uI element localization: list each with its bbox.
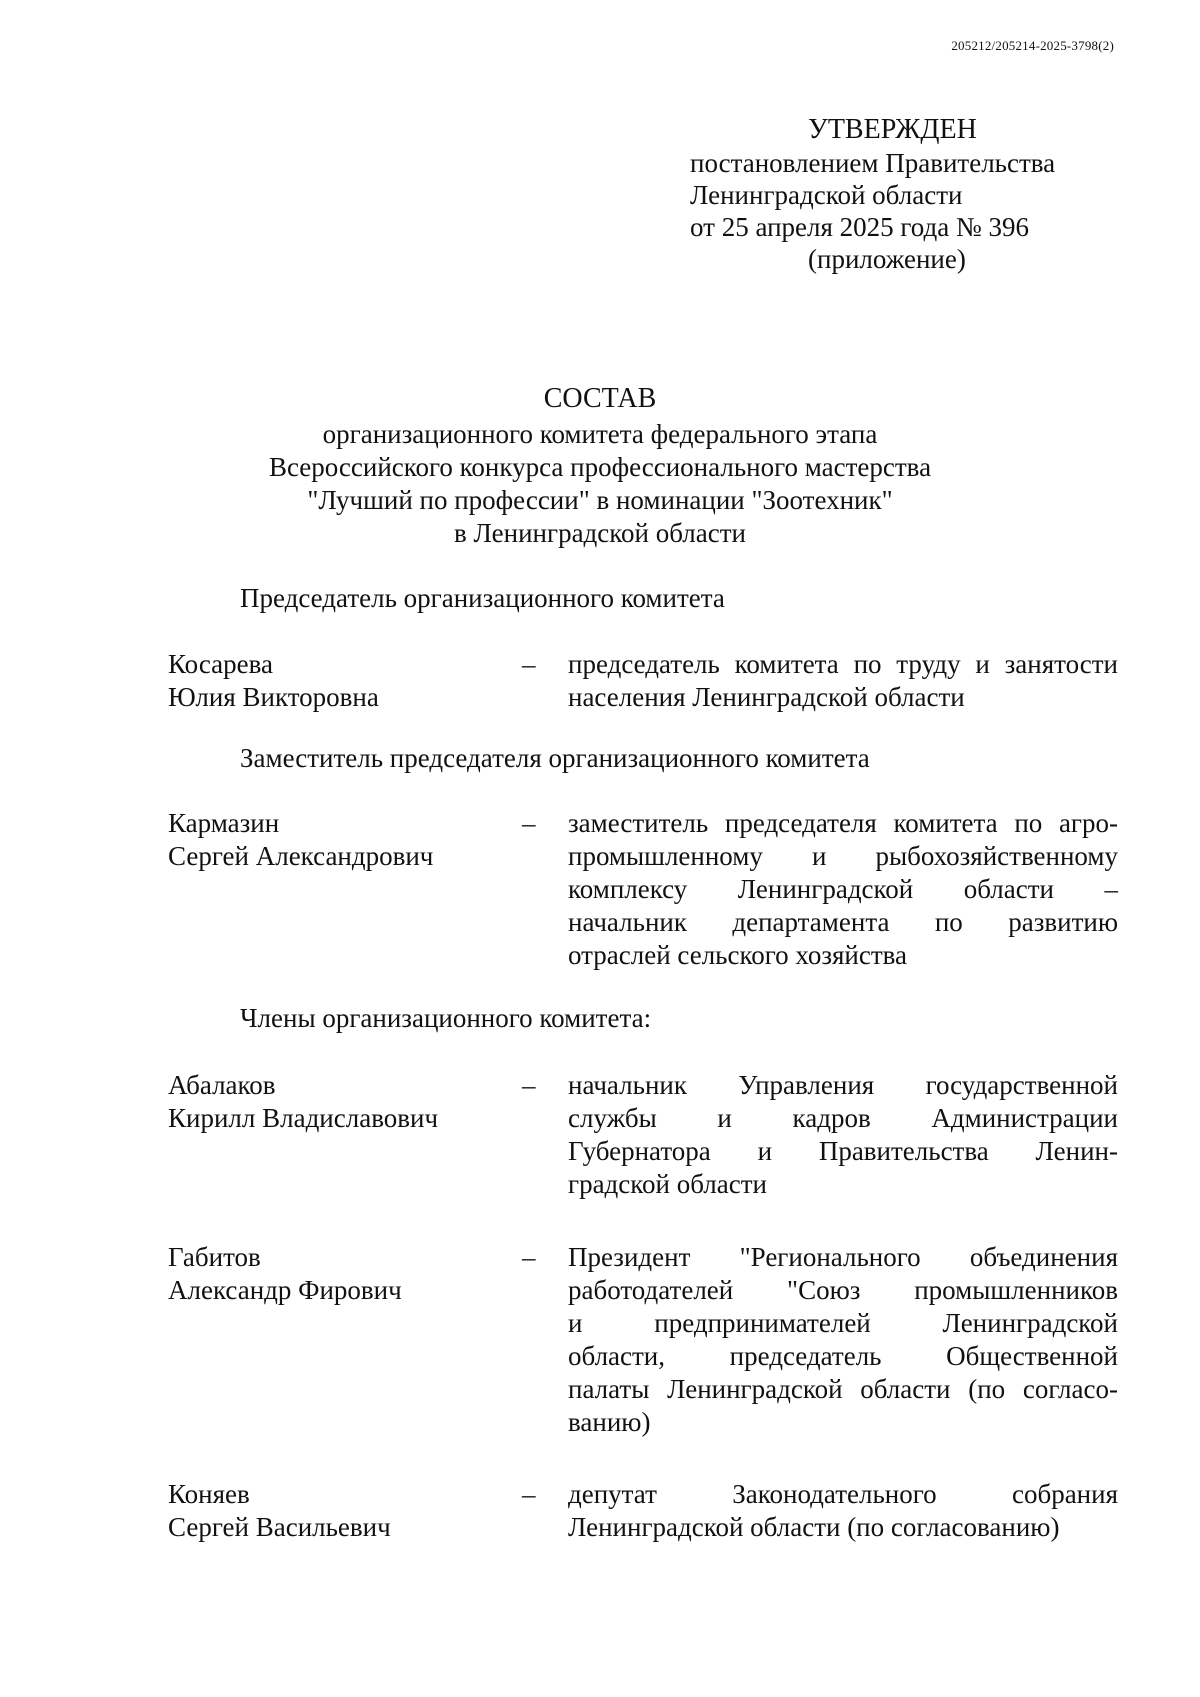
dash-separator: –: [522, 1070, 536, 1100]
member-surname: Коняев: [168, 1479, 250, 1509]
composition-title: СОСТАВ: [543, 383, 657, 414]
member-position: [568, 648, 1118, 714]
position-line: председатель комитета по труду и занятости: [568, 649, 1118, 679]
position-line: градской области: [568, 1169, 767, 1199]
document-number: 205212/205214-2025-3798(2): [951, 38, 1114, 53]
member-surname: Косарева: [168, 649, 273, 679]
position-line: отраслей сельского хозяйства: [568, 940, 908, 970]
position-line: промышленному и рыбохозяйственному: [568, 841, 1118, 871]
approval-appendix: (приложение): [808, 244, 966, 274]
member-name: [168, 648, 508, 714]
position-line: заместитель председателя комитета по агро-: [568, 808, 1118, 838]
member-name: [168, 1241, 508, 1307]
position-line: населения Ленинградской области: [568, 682, 965, 712]
member-position: [568, 1478, 1118, 1544]
member-given-name: Кирилл Владиславович: [168, 1103, 439, 1133]
composition-subtitle-3: "Лучший по профессии" в номинации "Зоотехник": [307, 485, 893, 515]
dash-separator: –: [522, 1479, 536, 1509]
composition-title-block: [0, 382, 1200, 550]
dash-separator: –: [522, 808, 536, 838]
composition-subtitle-4: в Ленинградской области: [454, 518, 746, 548]
position-line: области, председатель Общественной: [568, 1341, 1118, 1371]
member-given-name: Сергей Васильевич: [168, 1512, 391, 1542]
dash-separator: –: [522, 649, 536, 679]
approval-title: УТВЕРЖДЕН: [808, 114, 977, 145]
approval-line-2: Ленинградской области: [690, 180, 963, 210]
section-chairman-heading: Председатель организационного комитета: [240, 583, 725, 613]
dash-separator: –: [522, 1242, 536, 1272]
position-line: комплексу Ленинградской области –: [568, 874, 1118, 904]
position-line: службы и кадров Администрации: [568, 1103, 1118, 1133]
member-position: [568, 807, 1118, 972]
member-position: [568, 1069, 1118, 1201]
position-line: начальник департамента по развитию: [568, 907, 1118, 937]
member-surname: Кармазин: [168, 808, 280, 838]
approval-stamp: [690, 114, 1110, 275]
position-line: депутат Законодательного собрания: [568, 1479, 1118, 1509]
member-surname: Габитов: [168, 1242, 261, 1272]
position-line: Ленинградской области (по согласованию): [568, 1512, 1060, 1542]
composition-subtitle-2: Всероссийского конкурса профессионального мастерства: [268, 452, 932, 482]
position-line: палаты Ленинградской области (по согласо-: [568, 1374, 1118, 1404]
member-surname: Абалаков: [168, 1070, 276, 1100]
member-given-name: Александр Фирович: [168, 1275, 402, 1305]
approval-line-3: от 25 апреля 2025 года № 396: [690, 212, 1030, 242]
position-line: начальник Управления государственной: [568, 1070, 1118, 1100]
position-line: работодателей "Союз промышленников: [568, 1275, 1118, 1305]
member-name: [168, 1069, 508, 1135]
member-position: [568, 1241, 1118, 1439]
composition-subtitle-1: организационного комитета федерального этапа: [322, 419, 878, 449]
section-deputy-heading: Заместитель председателя организационного комитета: [240, 743, 870, 773]
position-line: ванию): [568, 1407, 651, 1437]
position-line: и предпринимателей Ленинградской: [568, 1308, 1118, 1338]
member-given-name: Сергей Александрович: [168, 841, 434, 871]
member-name: [168, 1478, 508, 1544]
position-line: Губернатора и Правительства Ленин-: [568, 1136, 1118, 1166]
approval-line-1: постановлением Правительства: [690, 148, 1056, 178]
position-line: Президент "Регионального объединения: [568, 1242, 1118, 1272]
member-given-name: Юлия Викторовна: [168, 682, 379, 712]
section-members-heading: Члены организационного комитета:: [240, 1003, 652, 1033]
member-name: [168, 807, 508, 873]
